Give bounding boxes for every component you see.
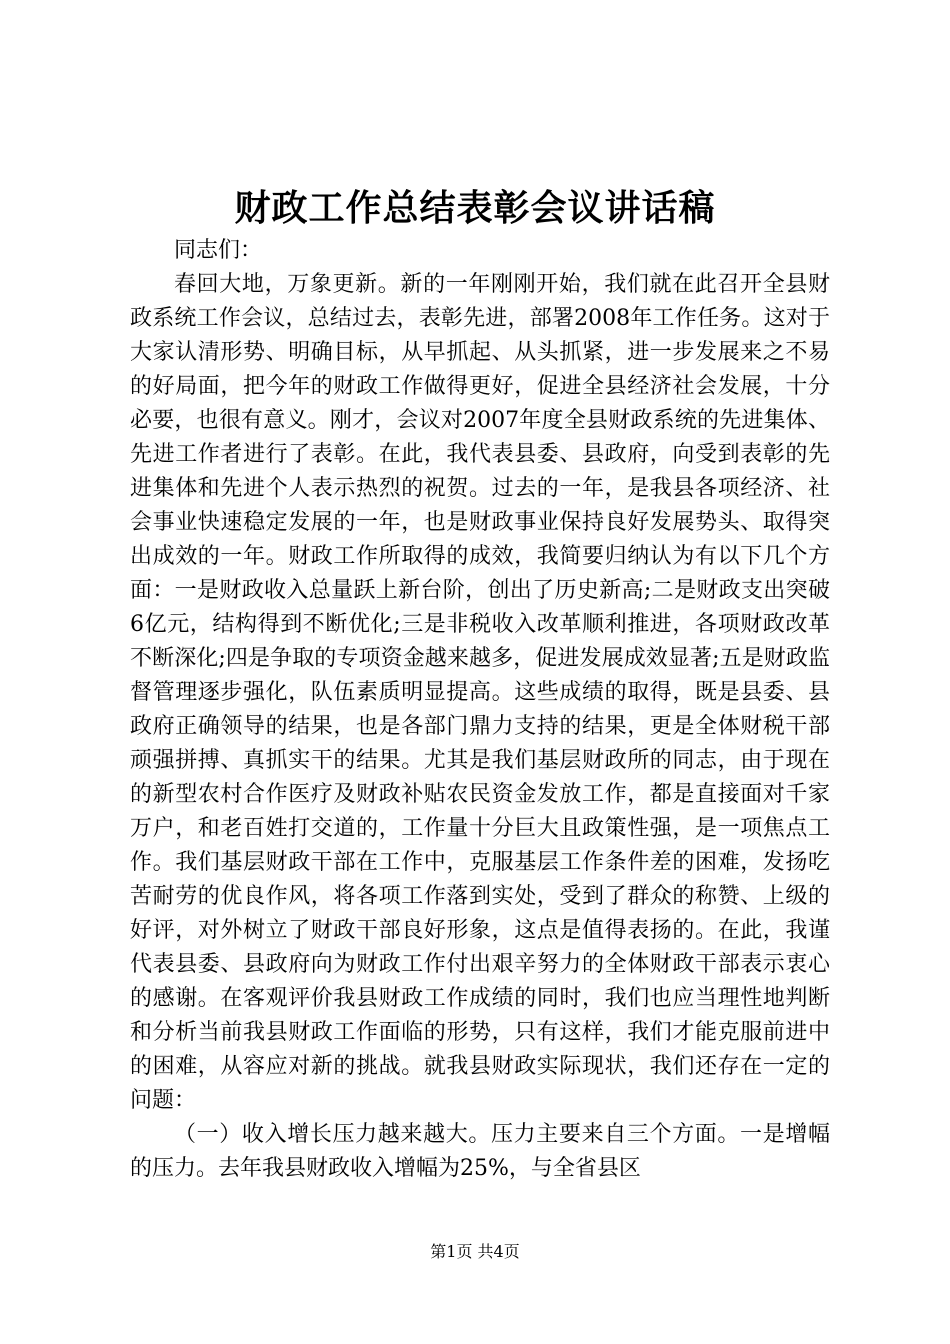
page-footer: 第1页 共4页 xyxy=(430,1242,520,1261)
paragraph-1: 春回大地，万象更新。新的一年刚刚开始，我们就在此召开全县财政系统工作会议，总结过去，表彰先进，部署2008年工作任务。这对于大家认清形势、明确目标，从早抓起、从头抓紧，进一步发展来之不易的好局面，把今年的财政工作做得更好，促进全县经济社会发展，十分必要，也很有意义。刚才，会议对2007年度全县财政系统的先进集体、先进工作者进行了表彰。在此，我代表县委、县政府，向受到表彰的先进集体和先进个人表示热烈的祝贺。过去的一年，是我县各项经济、社会事业快速稳定发展的一年，也是财政事业保持良好发展势头、取得突出成效的一年。财政工作所取得的成效，我简要归纳认为有以下几个方面：一是财政收入总量跃上新台阶，创出了历史新高;二是财政支出突破6亿元，结构得到不断优化;三是非税收入改革顺利推进，各项财政改革不断深化;四是争取的专项资金越来越多，促进发展成效显著;五是财政监督管理逐步强化，队伍素质明显提高。这些成绩的取得，既是县委、县政府正确领导的结果，也是各部门鼎力支持的结果，更是全体财税干部顽强拼搏、真抓实干的结果。尤其是我们基层财政所的同志，由于现在的新型农村合作医疗及财政补贴农民资金发放工作，都是直接面对千家万户，和老百姓打交道的，工作量十分巨大且政策性强，是一项焦点工作。我们基层财政干部在工作中，克服基层工作条件差的困难，发扬吃苦耐劳的优良作风，将各项工作落到实处，受到了群众的称赞、上级的好评，对外树立了财政干部良好形象，这点是值得表扬的。在此，我谨代表县委、县政府向为财政工作付出艰辛努力的全体财政干部表示衷心的感谢。在客观评价我县财政工作成绩的同时，我们也应当理性地判断和分析当前我县财政工作面临的形势，只有这样，我们才能克服前进中的困难，从容应对新的挑战。就我县财政实际现状，我们还存在一定的问题： xyxy=(130,272,830,1113)
salutation: 同志们： xyxy=(174,238,263,263)
document-title: 财政工作总结表彰会议讲话稿 xyxy=(234,187,716,229)
paragraph-2: （一）收入增长压力越来越大。压力主要来自三个方面。一是增幅的压力。去年我县财政收入增幅为25%，与全省县区 xyxy=(130,1122,830,1181)
document-body xyxy=(130,234,830,1186)
